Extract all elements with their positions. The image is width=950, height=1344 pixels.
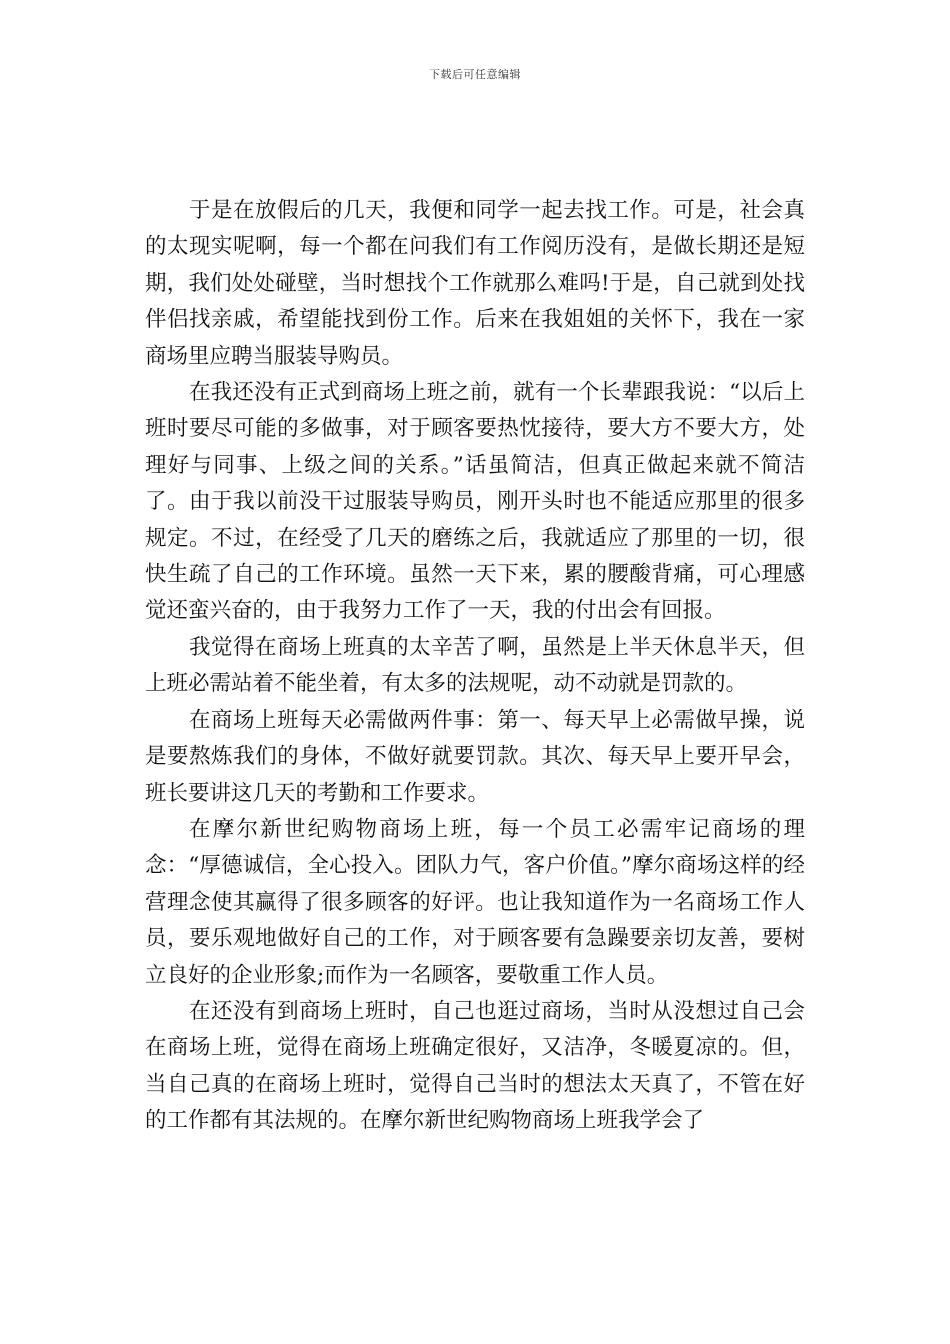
paragraph-2: 在我还没有正式到商场上班之前，就有一个长辈跟我说：“以后上班时要尽可能的多做事，对于顾客要热忱接待，要大方不要大方，处理好与同事、上级之间的关系。”话虽简洁，但真正做起来就不简洁了。由于我以前没干过服装导购员，刚开头时也不能适应那里的很多规定。不过，在经受了几天的磨练之后，我就适应了那里的一切，很快生疏了自己的工作环境。虽然一天下来，累的腰酸背痛，可心理感觉还蛮兴奋的，由于我努力工作了一天，我的付出会有回报。 xyxy=(145,380,805,624)
page-header: 下载后可任意编辑 xyxy=(429,68,521,81)
paragraph-6: 在还没有到商场上班时，自己也逛过商场，当时从没想过自己会在商场上班，觉得在商场上班确定很好，又洁净，冬暖夏凉的。但，当自己真的在商场上班时，觉得自己当时的想法太天真了，不管在好的工作都有其法规的。在摩尔新世纪购物商场上班我学会了 xyxy=(145,998,805,1134)
paragraph-5: 在摩尔新世纪购物商场上班，每一个员工必需牢记商场的理念：“厚德诚信，全心投入。团队力气，客户价值。”摩尔商场这样的经营理念使其赢得了很多顾客的好评。也让我知道作为一名商场工作人员，要乐观地做好自己的工作，对于顾客要有急躁要亲切友善，要树立良好的企业形象;而作为一名顾客，要敬重工作人员。 xyxy=(145,816,805,988)
paragraph-3: 我觉得在商场上班真的太辛苦了啊，虽然是上半天休息半天，但上班必需站着不能坐着，有太多的法规呢，动不动就是罚款的。 xyxy=(145,634,805,697)
paragraph-4: 在商场上班每天必需做两件事：第一、每天早上必需做早操，说是要熬炼我们的身体，不做好就要罚款。其次、每天早上要开早会，班长要讲这几天的考勤和工作要求。 xyxy=(145,707,805,806)
document-body xyxy=(145,193,805,1140)
paragraph-1: 于是在放假后的几天，我便和同学一起去找工作。可是，社会真的太现实呢啊，每一个都在问我们有工作阅历没有，是做长期还是短期，我们处处碰壁，当时想找个工作就那么难吗!于是，自己就到处找伴侣找亲戚，希望能找到份工作。后来在我姐姐的关怀下，我在一家商场里应聘当服装导购员。 xyxy=(145,198,805,369)
